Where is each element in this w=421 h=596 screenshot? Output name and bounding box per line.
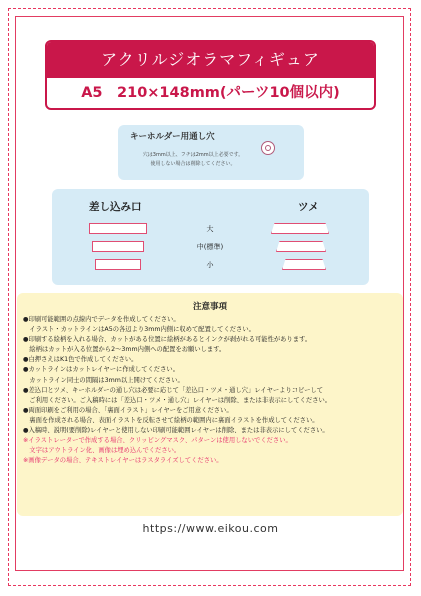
notes-list xyxy=(23,315,401,466)
size-small-label: 小 xyxy=(206,261,214,269)
keyholder-hole-inner xyxy=(265,145,271,151)
note-line: ご利用ください。ご入稿時には「差込口・ツメ・通し穴」レイヤーは削除、または非表示にしてください。 xyxy=(23,396,332,404)
keyholder-note-line2: 使用しない場合は削除してください。 xyxy=(150,161,236,167)
note-line: 文字はアウトライン化、画像は埋め込んでください。 xyxy=(23,447,181,455)
note-line: ●両面印刷をご利用の場合、「裏面イラスト」レイヤーをご用意ください。 xyxy=(23,406,233,414)
tab-shape-large xyxy=(271,223,329,234)
note-line: ●印刷する絵柄を入れる場合、カットがある位置に絵柄があるとインクが剥がれる可能性があります。 xyxy=(23,336,312,344)
note-line: ※画像データの場合、テキストレイヤーはラスタライズしてください。 xyxy=(23,457,223,465)
note-line: ※イラストレーターで作成する場合、クリッピングマスク、パターンは使用しないでください。 xyxy=(23,437,292,445)
tab-shape-small xyxy=(282,259,326,270)
keyholder-note xyxy=(128,151,258,169)
keyholder-note-line1: 穴は3mm以上、フチは2mm以上必要です。 xyxy=(142,152,244,158)
note-line: ●差込口とツメ、キーホルダーの通し穴は必要に応じて「差込口・ツメ・通し穴」レイヤーよりコピーして xyxy=(23,386,323,394)
tab-shape-medium xyxy=(276,241,326,252)
note-line: ●カットラインはカットレイヤーに作成してください。 xyxy=(23,366,179,374)
slot-shape-small xyxy=(95,259,141,270)
note-line: ●印刷可能範囲の点線内でデータを作成してください。 xyxy=(23,316,180,323)
website-url[interactable]: https://www.eikou.com xyxy=(142,522,279,535)
note-line: ●白押さえはK1色で作成してください。 xyxy=(23,356,138,364)
notes-title: 注意事項 xyxy=(192,302,227,312)
keyholder-title: キーホルダー用通し穴 xyxy=(130,132,215,142)
product-title: アクリルジオラマフィギュア xyxy=(47,42,374,78)
note-line: ●入稿時、説明(要削除)レイヤーと使用しない印刷可能範囲レイヤーは削除、または非表示にしてください。 xyxy=(23,427,329,435)
keyholder-hole-icon xyxy=(261,141,275,155)
slot-shape-medium xyxy=(92,241,144,252)
slot-shape-large xyxy=(89,223,147,234)
size-large-label: 大 xyxy=(206,225,214,233)
slot-title: 差し込み口 xyxy=(89,201,142,213)
note-line: 絵柄はカットが入る位置から2～3mm内側への配置をお願いします。 xyxy=(23,346,226,354)
note-line: カットライン同士の間隔は3mm以上開けてください。 xyxy=(23,376,184,384)
tab-title: ツメ xyxy=(298,201,319,213)
keyholder-hole-panel xyxy=(118,125,304,180)
title-box xyxy=(45,40,376,110)
note-line: イラスト・カットラインはA5の各辺より3mm内側に収めて配置してください。 xyxy=(23,326,255,334)
size-medium-label: 中(標準) xyxy=(196,243,224,251)
size-spec: A5 210×148mm(パーツ10個以内) xyxy=(81,85,340,101)
notes-panel xyxy=(17,293,403,516)
slot-and-tab-panel xyxy=(52,189,369,285)
note-line: 裏面を作成される場合、表面イラストを反転させて絵柄の範囲内に裏面イラストを作成してください。 xyxy=(23,416,319,424)
